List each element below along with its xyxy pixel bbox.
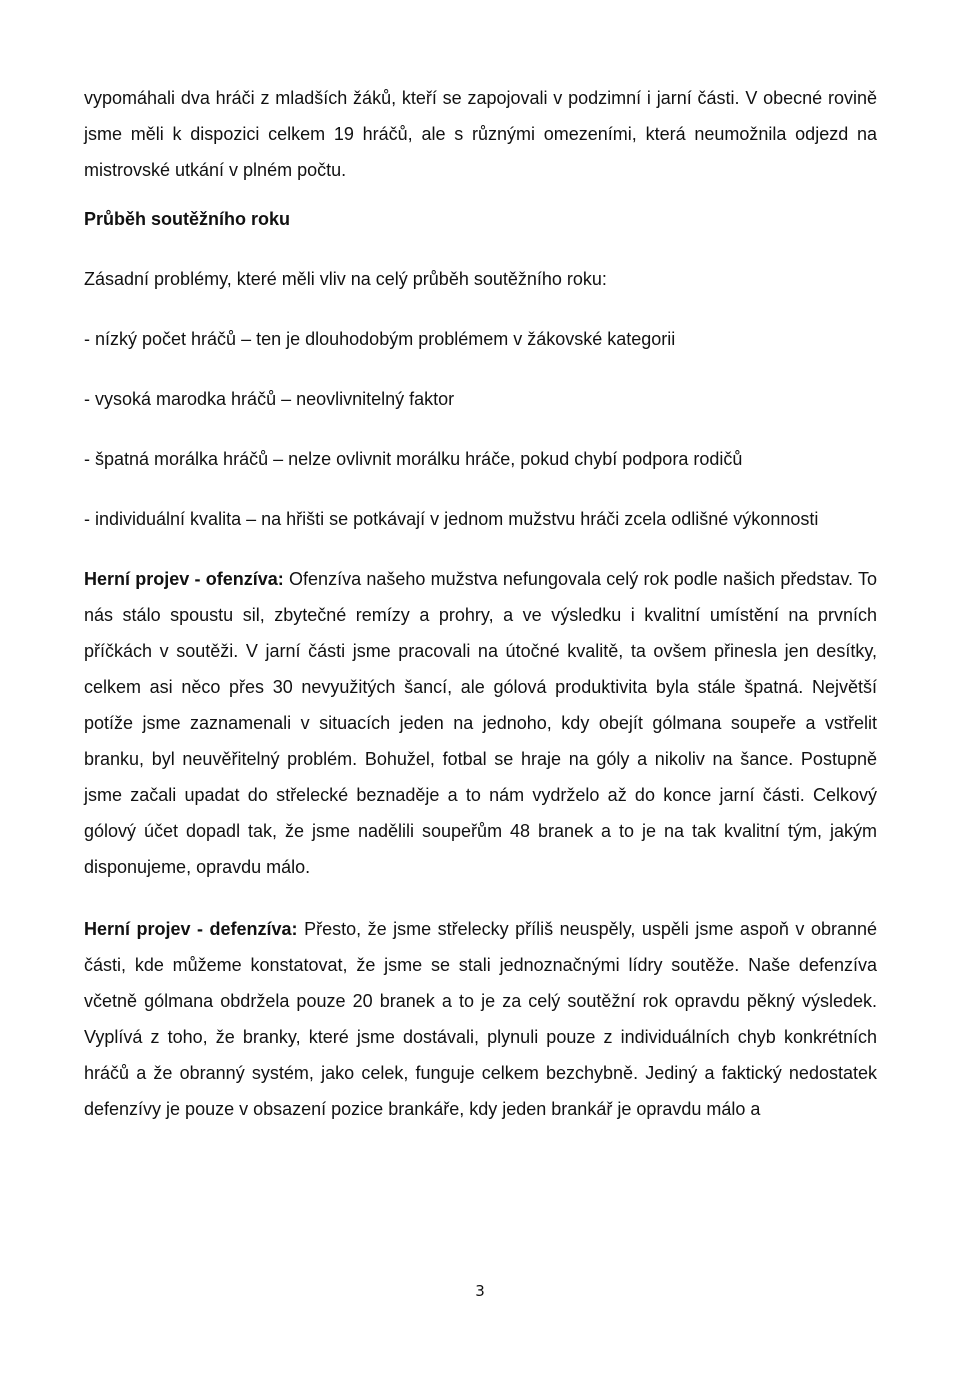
problem-item: - vysoká marodka hráčů – neovlivnitelný faktor [84, 389, 455, 409]
defense-label: Herní projev - defenzíva: [84, 919, 298, 939]
intro-paragraph: vypomáhali dva hráči z mladších žáků, kteří se zapojovali v podzimní i jarní části. V obecné rovině jsme měli k dispozici celkem 19 hráčů, ale s různými omezeními, která neumožnila odjezd na mistrovské utkání v plném počtu. [84, 88, 877, 180]
offense-text: Ofenzíva našeho mužstva nefungovala celý rok podle našich představ. To nás stálo spoustu sil, zbytečné remízy a prohry, a ve výsledku i kvalitní umístění na prvních příčkách v soutěži. V jarní části jsme pracovali na útočné kvalitě, ta ovšem přinesla jen desítky, celkem asi něco přes 30 nevyužitých šancí, ale gólová produktivita byla stále špatná. Největší potíže jsme zaznamenali v situacích jeden na jednoho, kdy obejít gólmana soupeře a vstřelit branku, byl neuvěřitelný problém. Bohužel, fotbal se hraje na góly a nikoliv na šance. Postupně jsme začali upadat do střelecké beznaděje a to nám vydrželo až do konce jarní části. Celkový gólový účet dopadl tak, že jsme nadělili soupeřům 48 branek a to je na tak kvalitní tým, jakým disponujeme, opravdu málo. [84, 569, 877, 877]
offense-paragraph [84, 561, 877, 885]
offense-label: Herní projev - ofenzíva: [84, 569, 284, 589]
section-heading: Průběh soutěžního roku [84, 209, 291, 229]
problem-item: - nízký počet hráčů – ten je dlouhodobým problémem v žákovské kategorii [84, 329, 676, 349]
defense-paragraph [84, 911, 877, 1127]
problem-item: - špatná morálka hráčů – nelze ovlivnit morálku hráče, pokud chybí podpora rodičů [84, 449, 743, 469]
document-page [84, 80, 877, 1127]
problems-lead: Zásadní problémy, které měli vliv na celý průběh soutěžního roku: [84, 269, 607, 289]
defense-text: Přesto, že jsme střelecky příliš neuspěly, uspěli jsme aspoň v obranné části, kde můžeme konstatovat, že jsme se stali jednoznačnými lídry soutěže. Naše defenzíva včetně gólmana obdržela pouze 20 branek a to je za celý soutěžní rok opravdu pěkný výsledek. Vyplívá z toho, že branky, které jsme dostávali, plynuli pouze z individuálních chyb konkrétních hráčů a že obranný systém, jako celek, funguje celkem bezchybně. Jediný a faktický nedostatek defenzívy je pouze v obsazení pozice brankáře, kdy jeden brankář je opravdu málo a [84, 919, 877, 1119]
problem-item: - individuální kvalita – na hřišti se potkávají v jednom mužstvu hráči zcela odlišné výkonnosti [84, 509, 819, 529]
page-number: 3 [475, 1282, 485, 1300]
